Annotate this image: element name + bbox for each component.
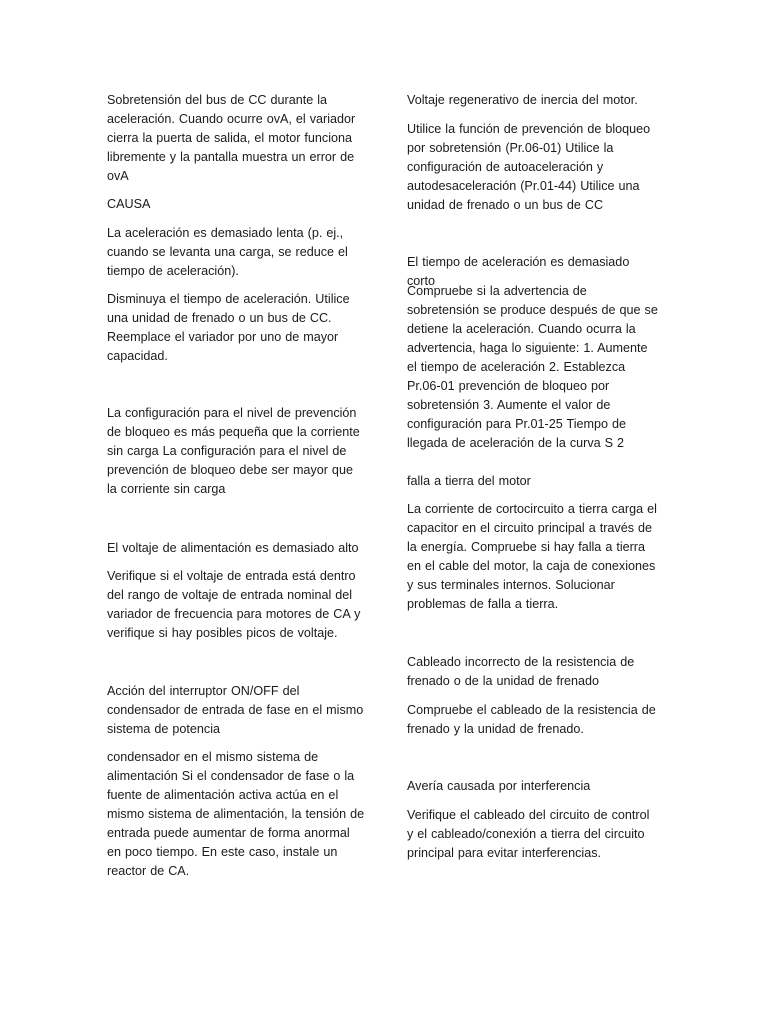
ground-fault-remedy: La corriente de cortocircuito a tierra carga el capacitor en el circuito principal a través de la energía. Compruebe si hay falla a tierra en el cable del motor, la caja de conexiones y sus terminales internos. Solucionar problemas de falla a tierra. — [407, 502, 657, 611]
supply-voltage-remedy: Verifique si el voltaje de entrada está dentro del rango de voltaje de entrada nominal del variador de frecuencia para motores de CA y verifique si hay posibles picos de voltaje. — [107, 569, 361, 640]
capacitor-switch-cause: Acción del interruptor ON/OFF del condensador de entrada de fase en el mismo sistema de potencia — [107, 684, 364, 736]
slow-acceleration-remedy: Disminuya el tiempo de aceleración. Utilice una unidad de frenado o un bus de CC. Reemplace el variador por uno de mayor capacidad. — [107, 292, 350, 363]
ground-fault-cause: falla a tierra del motor — [407, 474, 531, 488]
cause-heading: CAUSA — [107, 197, 151, 211]
slow-acceleration-cause: La aceleración es demasiado lenta (p. ej., cuando se levanta una carga, se reduce el tiempo de aceleración). — [107, 226, 348, 278]
capacitor-switch-remedy: condensador en el mismo sistema de alimentación Si el condensador de fase o la fuente de alimentación activa actúa en el mismo sistema de alimentación, la tensión de entrada puede aumentar de forma anormal en poco tiempo. En este caso, instale un reactor de CA. — [107, 750, 365, 878]
interference-remedy: Verifique el cableado del circuito de control y el cableado/conexión a tierra del circuito principal para evitar interferencias. — [407, 808, 650, 860]
short-acceleration-cause: El tiempo de aceleración es demasiado corto — [407, 255, 630, 288]
ova-description: Sobretensión del bus de CC durante la aceleración. Cuando ocurre ovA, el variador cierra la puerta de salida, el motor funciona libremente y la pantalla muestra un error de ovA — [107, 93, 356, 183]
regenerative-voltage-cause: Voltaje regenerativo de inercia del motor. — [407, 93, 638, 107]
short-acceleration-remedy: Compruebe si la advertencia de sobretensión se produce después de que se detiene la aceleración. Cuando ocurra la advertencia, haga lo siguiente: 1. Aumente el tiempo de aceleración 2. Establezca Pr.06-01 prevención de bloqueo por sobretensión 3. Aumente el valor de configuración para Pr.01-25 Tiempo de llegada de aceleración de la curva S 2 — [407, 284, 658, 450]
supply-voltage-cause: El voltaje de alimentación es demasiado alto — [107, 541, 359, 555]
brake-wiring-cause: Cableado incorrecto de la resistencia de frenado o de la unidad de frenado — [407, 655, 635, 688]
stall-prevention-cause: La configuración para el nivel de prevención de bloqueo es más pequeña que la corriente sin carga La configuración para el nivel de prevención de bloqueo debe ser mayor que la corriente sin carga — [107, 406, 360, 496]
brake-wiring-remedy: Compruebe el cableado de la resistencia de frenado y la unidad de frenado. — [407, 703, 656, 736]
interference-cause: Avería causada por interferencia — [407, 779, 591, 793]
regenerative-voltage-remedy: Utilice la función de prevención de bloqueo por sobretensión (Pr.06-01) Utilice la configuración de autoaceleración y autodesaceleración (Pr.01-44) Utilice una unidad de frenado o un bus de CC — [407, 122, 651, 212]
